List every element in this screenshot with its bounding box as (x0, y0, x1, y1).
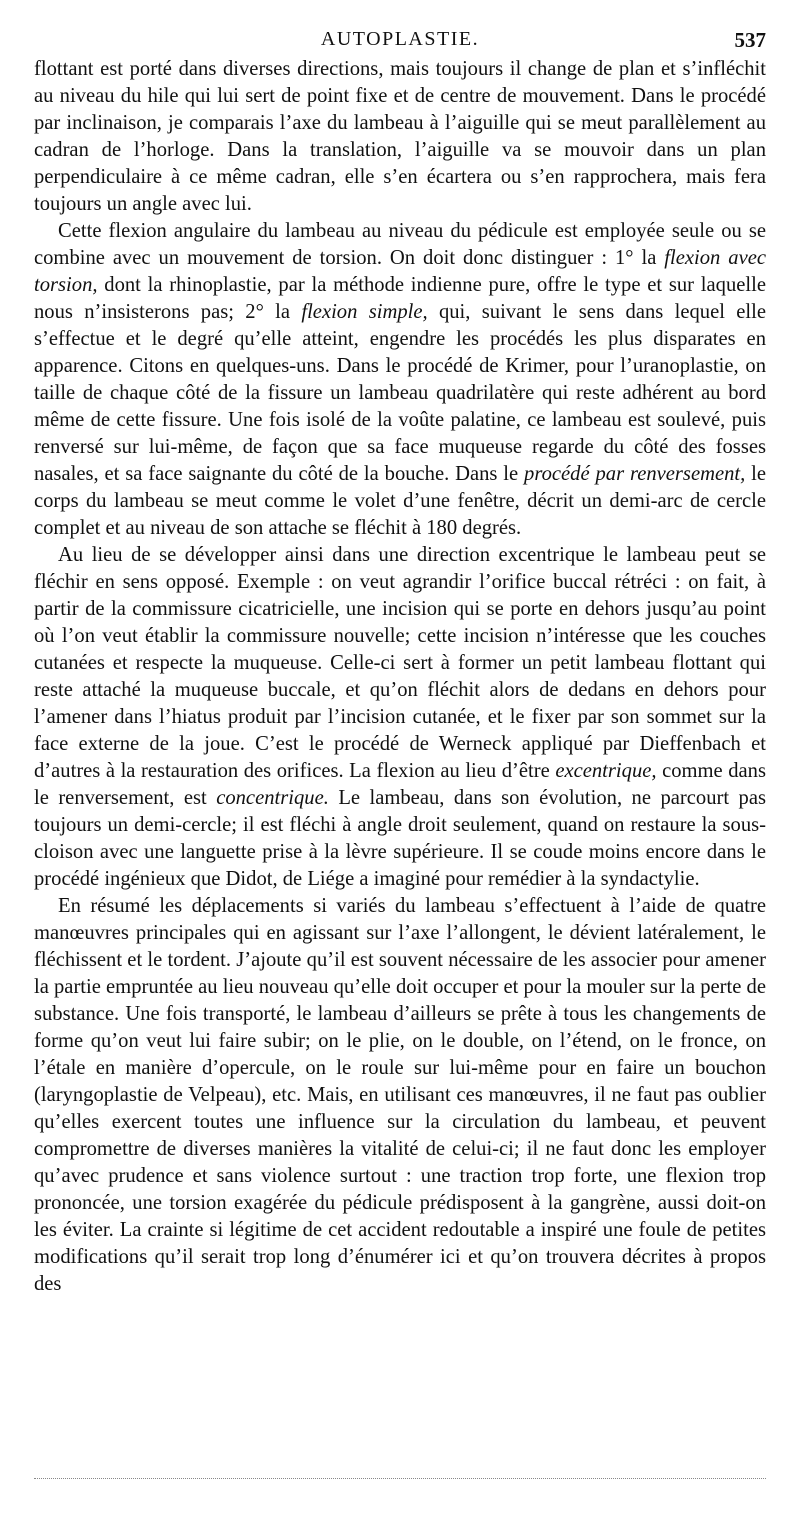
italic-term: flexion simple, (301, 301, 428, 323)
text-segment: Au lieu de se développer ainsi dans une direction excentrique le lambeau peut se fléchir en sens opposé. Exemple : on veut agrandir l’orifice buccal rétréci : on fait, à partir de la commissure cicatricielle, une incision qui se porte en dehors jusqu’au point où l’on veut établir la commissure nouvelle; cette incision n’intéresse que les couches cutanées et respecte la muqueuse. Celle-ci sert à former un petit lambeau flottant qui reste attaché la muqueuse buccale, et qu’on fléchit alors de dedans en dehors pour l’amener dans l’hiatus produit par l’incision cutanée, et le fixer par son sommet sur la face externe de la joue. C’est le procédé de Werneck appliqué par Dieffenbach et d’autres à la restauration des orifices. La flexion au lieu d’être (34, 544, 766, 782)
text-segment: Cette flexion angulaire du lambeau au niveau du pédicule est employée seule ou se combine avec un mouvement de torsion. On doit donc distinguer : 1° la (34, 220, 766, 269)
page-number: 537 (734, 28, 766, 52)
paragraph (34, 56, 766, 218)
paragraph (34, 542, 766, 893)
text-segment: flottant est porté dans diverses directions, mais toujours il change de plan et s’infléchit au niveau du hile qui lui sert de point fixe et de centre de mouvement. Dans le procédé par inclinaison, je comparais l’axe du lambeau à l’aiguille qui se meut parallèlement au cadran de l’horloge. Dans la translation, l’aiguille va se mouvoir dans un plan perpendiculaire à ce même cadran, elle s’en écartera ou s’en rapprochera, mais fera toujours un angle avec lui. (34, 58, 766, 215)
italic-term: flexion avec torsion, (34, 247, 766, 296)
text-segment: dont la rhinoplastie, par la méthode indienne pure, offre le type et sur laquelle nous n’insisterons pas; 2° la (34, 274, 766, 323)
page-header (34, 0, 766, 56)
text-segment: le corps du lambeau se meut comme le volet d’une fenêtre, décrit un demi-arc de cercle complet et au niveau de son attache se fléchit à 180 degrés. (34, 463, 766, 539)
italic-term: excentrique, (555, 760, 657, 782)
paragraph (34, 218, 766, 542)
running-title: AUTOPLASTIE. (320, 28, 480, 50)
italic-term: procédé par renversement, (524, 463, 746, 485)
text-segment: qui, suivant le sens dans lequel elle s’effectue et le degré qu’elle atteint, engendre les procédés les plus disparates en apparence. Citons en quelques-uns. Dans le procédé de Krimer, pour l’uranoplastie, on taille de chaque côté de la fissure un lambeau quadrilatère qui reste adhérent au bord même de cette fissure. Une fois isolé de la voûte palatine, ce lambeau est soulevé, puis renversé sur lui-même, de façon que sa face muqueuse regarde du côté des fosses nasales, et sa face saignante du côté de la bouche. Dans le (34, 301, 766, 485)
text-segment: comme dans le renversement, est (34, 760, 766, 809)
book-page (34, 0, 766, 1517)
text-segment: Le lambeau, dans son évolution, ne parcourt pas toujours un demi-cercle; il est fléchi à angle droit seulement, quand on restaure la sous-cloison avec une languette prise à la lèvre supérieure. Il se coude moins encore dans le procédé ingénieux que Didot, de Liége a imaginé pour remédier à la syndactylie. (34, 787, 766, 890)
italic-term: concentrique. (216, 787, 329, 809)
footer-divider (34, 1478, 766, 1479)
text-segment: En résumé les déplacements si variés du lambeau s’effectuent à l’aide de quatre manœuvres principales qui en agissant sur l’axe l’allongent, le dévient latéralement, le fléchissent et le tordent. J’ajoute qu’il est souvent nécessaire de les associer pour amener la partie empruntée au lieu nouveau qu’elle doit occuper et pour la mouler sur la perte de substance. Une fois transporté, le lambeau d’ailleurs se prête à tous les changements de forme qu’on veut lui faire subir; on le plie, on le double, on l’étend, on le fronce, on l’étale en manière d’opercule, on le roule sur lui-même pour en faire un bouchon (laryngoplastie de Velpeau), etc. Mais, en utilisant ces manœuvres, il ne faut pas oublier qu’elles exercent toutes une influence sur la circulation du lambeau, et peuvent compromettre de diverses manières la vitalité de celui-ci; il ne faut donc les employer qu’avec prudence et sans violence surtout : une traction trop forte, une flexion trop prononcée, une torsion exagérée du pédicule prédisposent à la gangrène, aussi doit-on les éviter. La crainte si légitime de cet accident redoutable a inspiré une foule de petites modifications qu’il serait trop long d’énumérer ici et qu’on trouvera décrites à propos des (34, 895, 766, 1295)
body-text (34, 56, 766, 1298)
paragraph (34, 893, 766, 1298)
